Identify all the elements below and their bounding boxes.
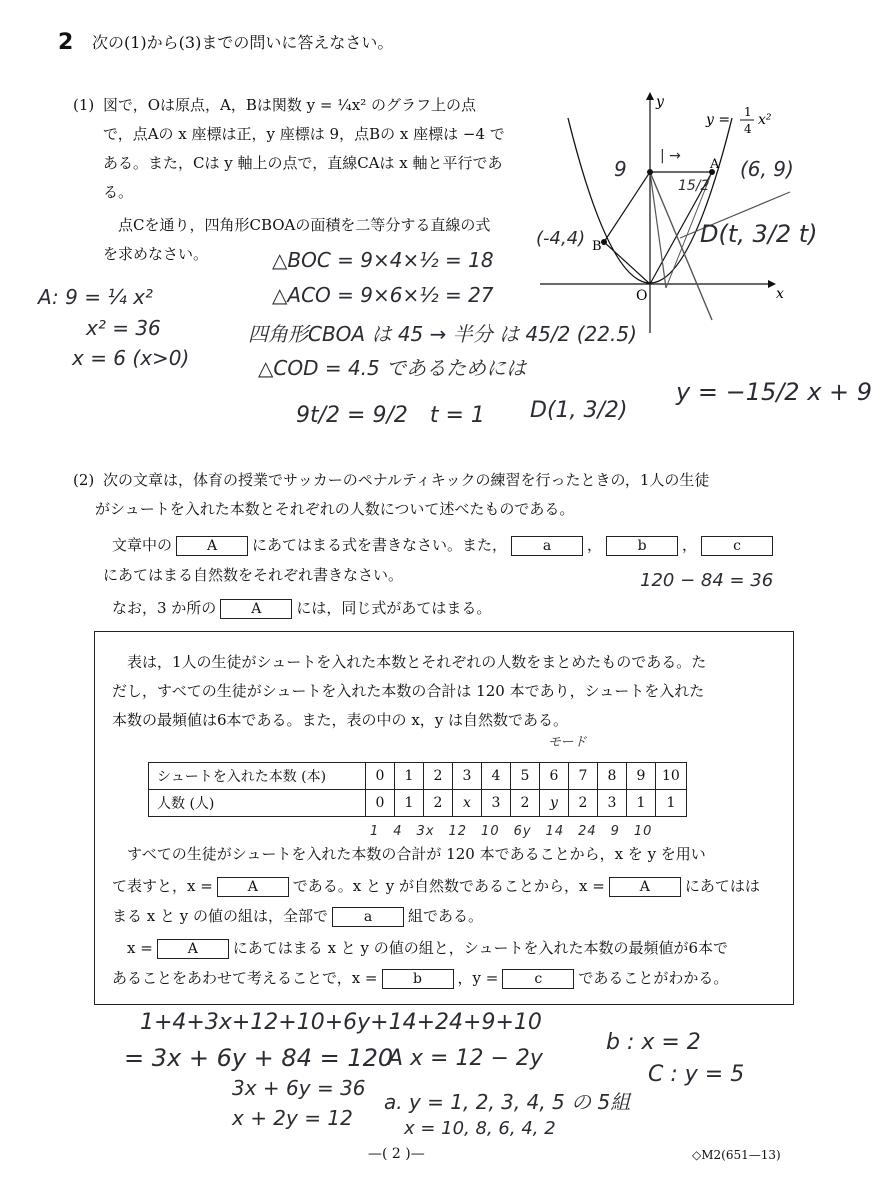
point-a-label: A	[710, 157, 720, 172]
passage-intro	[112, 648, 706, 735]
passage-s4-pre: x =	[112, 939, 153, 957]
q1-label: (1)	[73, 96, 95, 114]
table-cell: 1	[395, 763, 424, 790]
box-b: b	[606, 536, 678, 556]
table-row	[149, 790, 687, 817]
table-cell: 4	[482, 763, 511, 790]
passage-s2-mid: である。x と y が自然数であることから，x =	[292, 877, 605, 895]
q2-inst1-pre: 文章中の	[112, 536, 173, 554]
hw-half: 四角形CBOA は 45 → 半分 は 45/2 (22.5)	[248, 322, 637, 346]
table-cell: 2	[511, 790, 540, 817]
table-cell: 1	[656, 790, 687, 817]
equation-lhs: y =	[706, 112, 731, 128]
x-axis-label: x	[776, 286, 784, 302]
q2-inst1-mid: にあてはまる式を書きなさい。また，	[252, 536, 508, 554]
q2-line: 次の文章は，体育の授業でサッカーのペナルティキックの練習を行ったときの，1人の生徒	[103, 471, 710, 489]
hw-d-coord: D(1, 3/2)	[530, 398, 628, 423]
q1-line: ある。また，Cは y 軸上の点で，直線CAは x 軸と平行であ	[103, 154, 503, 172]
hw-answer: y = −15/2 x + 9	[676, 378, 872, 406]
passage-line: 表は，1人の生徒がシュートを入れた本数とそれぞれの人数をまとめたものである。た	[112, 653, 707, 671]
hw-a1: A: 9 = ¼ x²	[38, 285, 153, 309]
point-b-dot	[601, 239, 607, 245]
table-cell: 1	[395, 790, 424, 817]
q2-instruction-1b: にあてはまる自然数をそれぞれ書きなさい。	[103, 566, 404, 584]
passage-line: だし，すべての生徒がシュートを入れた本数の合計は 120 本であり，シュートを入れた	[112, 682, 705, 700]
q2-inst2-pre: なお，3 か所の	[112, 599, 217, 617]
box-a: a	[511, 536, 583, 556]
passage-s2-post: にあてはは	[684, 877, 760, 895]
hw-answer-b: b : x = 2	[606, 1030, 701, 1055]
hw-calc-note: 120 − 84 = 36	[640, 570, 774, 591]
hw-a3: x = 6 (x>0)	[72, 346, 190, 370]
table-cell: 3	[482, 790, 511, 817]
table-cell: x	[453, 790, 482, 817]
hw-mode-note: モード	[548, 735, 587, 750]
table-cell: 9	[627, 763, 656, 790]
hw-a2: x² = 36	[86, 316, 161, 340]
q2-label: (2)	[73, 471, 95, 489]
table-cell: 6	[540, 763, 569, 790]
table-cell: 1	[627, 790, 656, 817]
q2-inst2-post: には，同じ式があてはまる。	[296, 599, 492, 617]
table-cell: 7	[569, 763, 598, 790]
q1-line: で，点Aの x 座標は正，y 座標は 9，点Bの x 座標は −4 で	[103, 125, 505, 143]
passage-s2	[112, 872, 760, 901]
table-cell: 0	[366, 790, 395, 817]
table-cell: 2	[424, 790, 453, 817]
passage-s2-pre: て表すと，x =	[112, 877, 213, 895]
equation-x2: x²	[758, 112, 772, 128]
point-c-dot	[647, 169, 653, 175]
hw-a-coord: (6, 9)	[740, 157, 794, 181]
hw-answer-A: A x = 12 − 2y	[388, 1046, 543, 1071]
equation-num: 1	[744, 105, 752, 119]
page-number: —( 2 )—	[368, 1146, 425, 1162]
hw-x-values: x = 10, 8, 6, 4, 2	[404, 1118, 556, 1139]
table-row	[149, 763, 687, 790]
table-cell: 5	[511, 763, 540, 790]
box-A: A	[609, 877, 681, 897]
q1-text	[103, 91, 505, 269]
q1-line: を求めなさい。	[103, 245, 209, 263]
box-A: A	[176, 536, 248, 556]
table-header-shots: シュートを入れた本数 (本)	[149, 763, 366, 790]
q1-line: る。	[103, 183, 134, 201]
hw-answer-c: C : y = 5	[648, 1062, 745, 1087]
shots-table	[148, 762, 687, 817]
passage-s3-post: 組である。	[408, 907, 484, 925]
passage-s1: すべての生徒がシュートを入れた本数の合計が 120 本であることから，x を y を用い	[112, 845, 706, 863]
table-header-people: 人数 (人)	[149, 790, 366, 817]
passage-s5-mid: ，y =	[457, 969, 499, 987]
passage-s5-post: であることがわかる。	[578, 969, 729, 987]
q2-line: がシュートを入れた本数とそれぞれの人数について述べたものである。	[95, 500, 575, 518]
table-cell: 3	[598, 790, 627, 817]
origin-label: O	[636, 288, 648, 304]
segment-bo	[604, 242, 650, 284]
table-cell: 8	[598, 763, 627, 790]
hw-simplify: = 3x + 6y + 84 = 120	[124, 1044, 394, 1072]
hw-b-coord: (-4,4)	[536, 228, 586, 249]
q2-intro	[95, 466, 710, 524]
parabola-graph	[530, 88, 830, 338]
hw-3x6y: 3x + 6y = 36	[232, 1076, 366, 1100]
box-A: A	[157, 939, 229, 959]
q2-instruction-2	[112, 594, 491, 623]
hw-arrow-marks: | →	[660, 148, 681, 164]
hw-eq-t: 9t/2 = 9/2 t = 1	[296, 403, 485, 428]
box-c: c	[502, 969, 574, 989]
table-cell: 3	[453, 763, 482, 790]
q1-line: 図で，Oは原点，A，Bは関数 y = ¼x² のグラフ上の点	[103, 96, 476, 114]
table-cell: 2	[569, 790, 598, 817]
hw-cod: △COD = 4.5 であるためには	[258, 356, 527, 380]
equation-den: 4	[744, 122, 752, 136]
passage-s5-pre: あることをあわせて考えることで，x =	[112, 969, 378, 987]
point-b-label: B	[592, 239, 602, 254]
passage-s4	[112, 934, 728, 963]
question-number: 2	[58, 30, 74, 55]
hw-d-point: D(t, 3/2 t)	[700, 220, 818, 248]
hw-answer-a: a. y = 1, 2, 3, 4, 5 の 5組	[384, 1090, 631, 1114]
table-cell: 10	[656, 763, 687, 790]
passage-line: 本数の最頻値は6本である。また，表の中の x，y は自然数である。	[112, 711, 569, 729]
q2-instruction-1: 文章中の A にあてはまる式を書きなさい。また， a ， b ， c	[112, 531, 777, 560]
exam-code: ◇M2(651—13)	[692, 1148, 781, 1162]
hw-15-over-2: 15/2	[678, 178, 710, 194]
hw-boc: △BOC = 9×4×½ = 18	[272, 248, 494, 272]
passage-s3	[112, 902, 483, 931]
passage-s4-post: にあてはまる x と y の値の組と，シュートを入れた本数の最頻値が6本で	[232, 939, 729, 957]
segment-cb	[604, 172, 650, 242]
hw-products: 1 4 3x 12 10 6y 14 24 9 10	[370, 824, 653, 839]
hw-c-value: 9	[614, 157, 627, 181]
passage-s3-pre: まる x と y の値の組は，全部で	[112, 907, 329, 925]
q1-line: 点Cを通り，四角形CBOAの面積を二等分する直線の式	[103, 216, 491, 234]
table-cell: 0	[366, 763, 395, 790]
passage-s5	[112, 964, 728, 993]
hw-aco: △ACO = 9×6×½ = 27	[272, 283, 494, 307]
table-cell: y	[540, 790, 569, 817]
question-instruction: 次の(1)から(3)までの問いに答えなさい。	[92, 33, 394, 52]
box-A: A	[220, 599, 292, 619]
hw-sum: 1+4+3x+12+10+6y+14+24+9+10	[140, 1010, 542, 1035]
box-c: c	[701, 536, 773, 556]
y-axis-label: y	[656, 94, 664, 110]
box-A: A	[217, 877, 289, 897]
hw-x2y: x + 2y = 12	[232, 1106, 353, 1130]
table-cell: 2	[424, 763, 453, 790]
box-a: a	[332, 907, 404, 927]
box-b: b	[382, 969, 454, 989]
